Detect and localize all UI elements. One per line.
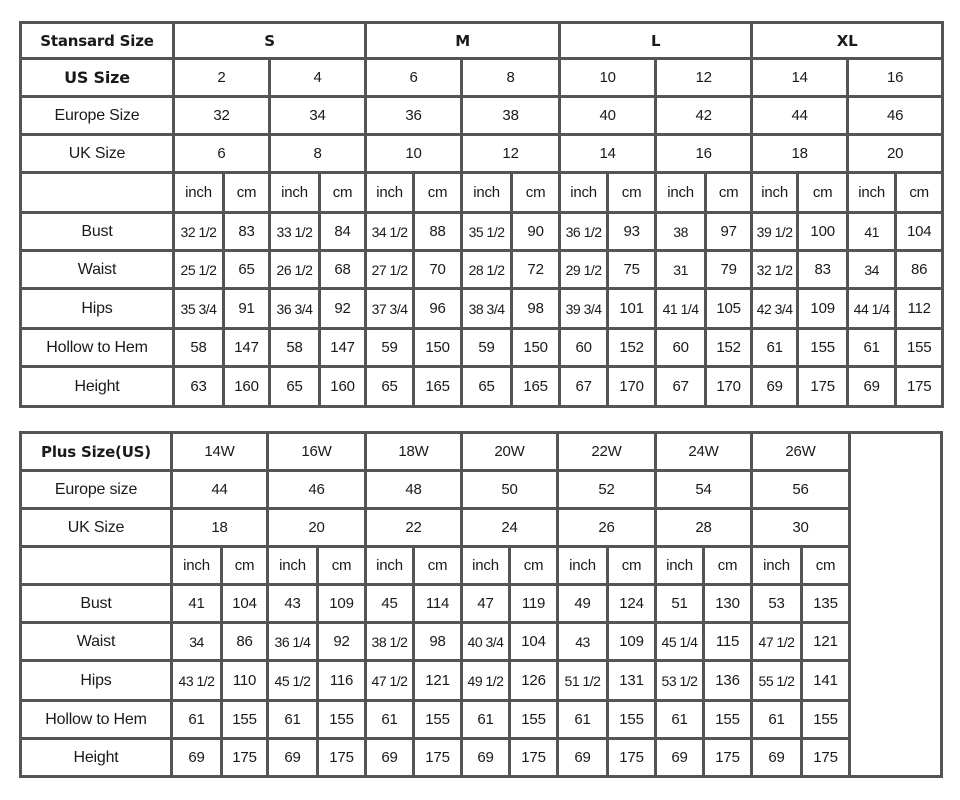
unit-cm: cm	[414, 547, 462, 585]
plus-us-size-cell: 20W	[462, 433, 558, 471]
value-cell: 49	[558, 585, 608, 623]
plus-europe-size-cell: 44	[172, 471, 268, 509]
uk-size-cell: 16	[656, 135, 752, 173]
value-cell: 141	[802, 661, 850, 701]
uk-size-cell: 8	[270, 135, 366, 173]
measurement-label: Hollow to Hem	[21, 701, 172, 739]
value-cell: 32 1/2	[752, 251, 798, 289]
value-cell: 69	[366, 739, 414, 777]
value-cell: 136	[704, 661, 752, 701]
value-cell: 59	[462, 329, 512, 367]
value-cell: 91	[224, 289, 270, 329]
value-cell: 35 3/4	[174, 289, 224, 329]
value-cell: 175	[798, 367, 848, 407]
value-cell: 100	[798, 213, 848, 251]
uk-size-cell: 18	[752, 135, 848, 173]
value-cell: 155	[802, 701, 850, 739]
value-cell: 109	[608, 623, 656, 661]
size-group-xl: XL	[752, 23, 943, 59]
uk-size-cell: 12	[462, 135, 560, 173]
value-cell: 59	[366, 329, 414, 367]
value-cell: 43	[558, 623, 608, 661]
value-cell: 42 3/4	[752, 289, 798, 329]
unit-cm: cm	[414, 173, 462, 213]
size-group-s: S	[174, 23, 366, 59]
value-cell: 60	[656, 329, 706, 367]
value-cell: 31	[656, 251, 706, 289]
value-cell: 61	[172, 701, 222, 739]
plus-europe-size-cell: 54	[656, 471, 752, 509]
unit-cm: cm	[320, 173, 366, 213]
uk-size-cell: 14	[560, 135, 656, 173]
unit-cm: cm	[802, 547, 850, 585]
value-cell: 175	[222, 739, 268, 777]
value-cell: 29 1/2	[560, 251, 608, 289]
value-cell: 150	[414, 329, 462, 367]
value-cell: 51 1/2	[558, 661, 608, 701]
value-cell: 61	[268, 701, 318, 739]
value-cell: 47	[462, 585, 510, 623]
unit-inch: inch	[462, 547, 510, 585]
value-cell: 155	[798, 329, 848, 367]
plus-uk-size-cell: 22	[366, 509, 462, 547]
value-cell: 61	[752, 329, 798, 367]
value-cell: 68	[320, 251, 366, 289]
uk-size-cell: 10	[366, 135, 462, 173]
value-cell: 147	[320, 329, 366, 367]
value-cell: 25 1/2	[174, 251, 224, 289]
plus-unit-row	[21, 547, 942, 585]
value-cell: 112	[896, 289, 943, 329]
value-cell: 41	[848, 213, 896, 251]
value-cell: 34 1/2	[366, 213, 414, 251]
unit-inch: inch	[174, 173, 224, 213]
unit-inch: inch	[560, 173, 608, 213]
us-size-cell: 2	[174, 59, 270, 97]
value-cell: 170	[706, 367, 752, 407]
europe-size-label: Europe Size	[21, 97, 174, 135]
measurement-label: Hollow to Hem	[21, 329, 174, 367]
value-cell: 43	[268, 585, 318, 623]
europe-size-cell: 32	[174, 97, 270, 135]
value-cell: 155	[510, 701, 558, 739]
value-cell: 69	[172, 739, 222, 777]
us-size-cell: 12	[656, 59, 752, 97]
value-cell: 72	[512, 251, 560, 289]
value-cell: 121	[802, 623, 850, 661]
value-cell: 152	[706, 329, 752, 367]
value-cell: 175	[414, 739, 462, 777]
value-cell: 98	[414, 623, 462, 661]
uk-size-row	[21, 135, 943, 173]
measurement-row-hollow-to-hem	[21, 329, 943, 367]
unit-cm: cm	[510, 547, 558, 585]
value-cell: 175	[704, 739, 752, 777]
measurement-row-height	[21, 367, 943, 407]
value-cell: 61	[848, 329, 896, 367]
unit-cm: cm	[224, 173, 270, 213]
value-cell: 44 1/4	[848, 289, 896, 329]
unit-inch: inch	[366, 173, 414, 213]
value-cell: 41 1/4	[656, 289, 706, 329]
unit-inch: inch	[462, 173, 512, 213]
plus-unit-row-blank	[21, 547, 172, 585]
value-cell: 155	[414, 701, 462, 739]
unit-row-blank	[21, 173, 174, 213]
value-cell: 150	[512, 329, 560, 367]
plus-us-size-cell: 14W	[172, 433, 268, 471]
plus-measurement-row-hollow-to-hem	[21, 701, 942, 739]
value-cell: 36 1/2	[560, 213, 608, 251]
value-cell: 155	[318, 701, 366, 739]
plus-uk-size-cell: 24	[462, 509, 558, 547]
value-cell: 38 1/2	[366, 623, 414, 661]
value-cell: 69	[656, 739, 704, 777]
value-cell: 40 3/4	[462, 623, 510, 661]
us-size-cell: 14	[752, 59, 848, 97]
measurement-row-waist	[21, 251, 943, 289]
value-cell: 160	[320, 367, 366, 407]
measurement-label: Bust	[21, 585, 172, 623]
measurement-label: Waist	[21, 623, 172, 661]
value-cell: 119	[510, 585, 558, 623]
value-cell: 101	[608, 289, 656, 329]
value-cell: 175	[608, 739, 656, 777]
size-group-m: M	[366, 23, 560, 59]
measurement-label: Bust	[21, 213, 174, 251]
us-size-cell: 4	[270, 59, 366, 97]
value-cell: 58	[270, 329, 320, 367]
value-cell: 45 1/4	[656, 623, 704, 661]
plus-uk-size-cell: 18	[172, 509, 268, 547]
europe-size-cell: 44	[752, 97, 848, 135]
value-cell: 45 1/2	[268, 661, 318, 701]
value-cell: 36 1/4	[268, 623, 318, 661]
plus-us-size-cell: 16W	[268, 433, 366, 471]
value-cell: 175	[510, 739, 558, 777]
value-cell: 69	[558, 739, 608, 777]
value-cell: 84	[320, 213, 366, 251]
europe-size-cell: 34	[270, 97, 366, 135]
value-cell: 69	[848, 367, 896, 407]
measurement-row-hips	[21, 289, 943, 329]
value-cell: 86	[222, 623, 268, 661]
value-cell: 110	[222, 661, 268, 701]
value-cell: 67	[560, 367, 608, 407]
value-cell: 155	[704, 701, 752, 739]
value-cell: 38	[656, 213, 706, 251]
value-cell: 86	[896, 251, 943, 289]
value-cell: 69	[752, 367, 798, 407]
size-group-l: L	[560, 23, 752, 59]
value-cell: 170	[608, 367, 656, 407]
europe-size-cell: 46	[848, 97, 943, 135]
value-cell: 83	[224, 213, 270, 251]
value-cell: 69	[462, 739, 510, 777]
value-cell: 45	[366, 585, 414, 623]
plus-uk-size-label: UK Size	[21, 509, 172, 547]
measurement-label: Hips	[21, 661, 172, 701]
unit-cm: cm	[704, 547, 752, 585]
value-cell: 55 1/2	[752, 661, 802, 701]
value-cell: 61	[656, 701, 704, 739]
uk-size-label: UK Size	[21, 135, 174, 173]
value-cell: 34	[172, 623, 222, 661]
unit-inch: inch	[656, 173, 706, 213]
value-cell: 47 1/2	[366, 661, 414, 701]
value-cell: 130	[704, 585, 752, 623]
unit-cm: cm	[608, 173, 656, 213]
measurement-row-bust	[21, 213, 943, 251]
uk-size-cell: 20	[848, 135, 943, 173]
plus-europe-size-cell: 56	[752, 471, 850, 509]
plus-us-size-cell: 26W	[752, 433, 850, 471]
value-cell: 34	[848, 251, 896, 289]
plus-europe-size-label: Europe size	[21, 471, 172, 509]
plus-europe-size-cell: 52	[558, 471, 656, 509]
plus-uk-size-cell: 28	[656, 509, 752, 547]
plus-us-size-cell: 18W	[366, 433, 462, 471]
plus-uk-size-cell: 20	[268, 509, 366, 547]
value-cell: 39 1/2	[752, 213, 798, 251]
value-cell: 27 1/2	[366, 251, 414, 289]
value-cell: 47 1/2	[752, 623, 802, 661]
value-cell: 160	[224, 367, 270, 407]
value-cell: 147	[224, 329, 270, 367]
plus-size-header: Plus Size(US)	[21, 433, 172, 471]
standard-size-header: Stansard Size	[21, 23, 174, 59]
plus-europe-size-cell: 50	[462, 471, 558, 509]
value-cell: 109	[798, 289, 848, 329]
unit-cm: cm	[318, 547, 366, 585]
plus-measurement-row-waist	[21, 623, 942, 661]
value-cell: 65	[366, 367, 414, 407]
value-cell: 69	[268, 739, 318, 777]
value-cell: 92	[320, 289, 366, 329]
unit-inch: inch	[752, 547, 802, 585]
unit-inch: inch	[172, 547, 222, 585]
value-cell: 28 1/2	[462, 251, 512, 289]
measurement-label: Height	[21, 739, 172, 777]
plus-measurement-row-bust	[21, 585, 942, 623]
value-cell: 70	[414, 251, 462, 289]
unit-row	[21, 173, 943, 213]
us-size-row	[21, 59, 943, 97]
value-cell: 121	[414, 661, 462, 701]
value-cell: 53 1/2	[656, 661, 704, 701]
value-cell: 175	[318, 739, 366, 777]
value-cell: 79	[706, 251, 752, 289]
value-cell: 58	[174, 329, 224, 367]
value-cell: 98	[512, 289, 560, 329]
unit-inch: inch	[558, 547, 608, 585]
value-cell: 83	[798, 251, 848, 289]
value-cell: 131	[608, 661, 656, 701]
value-cell: 116	[318, 661, 366, 701]
value-cell: 155	[896, 329, 943, 367]
unit-inch: inch	[848, 173, 896, 213]
unit-cm: cm	[512, 173, 560, 213]
unit-inch: inch	[366, 547, 414, 585]
value-cell: 96	[414, 289, 462, 329]
value-cell: 165	[512, 367, 560, 407]
plus-us-size-cell: 24W	[656, 433, 752, 471]
value-cell: 32 1/2	[174, 213, 224, 251]
value-cell: 39 3/4	[560, 289, 608, 329]
unit-cm: cm	[608, 547, 656, 585]
plus-size-table	[19, 431, 943, 778]
plus-measurement-row-height	[21, 739, 942, 777]
value-cell: 126	[510, 661, 558, 701]
value-cell: 93	[608, 213, 656, 251]
unit-inch: inch	[752, 173, 798, 213]
unit-cm: cm	[896, 173, 943, 213]
value-cell: 38 3/4	[462, 289, 512, 329]
plus-uk-size-cell: 30	[752, 509, 850, 547]
europe-size-cell: 42	[656, 97, 752, 135]
value-cell: 51	[656, 585, 704, 623]
unit-cm: cm	[798, 173, 848, 213]
value-cell: 155	[222, 701, 268, 739]
europe-size-cell: 36	[366, 97, 462, 135]
europe-size-row	[21, 97, 943, 135]
value-cell: 49 1/2	[462, 661, 510, 701]
value-cell: 61	[558, 701, 608, 739]
value-cell: 114	[414, 585, 462, 623]
value-cell: 61	[366, 701, 414, 739]
value-cell: 53	[752, 585, 802, 623]
plus-uk-size-row	[21, 509, 942, 547]
value-cell: 90	[512, 213, 560, 251]
plus-table-blank-area	[850, 433, 942, 777]
value-cell: 152	[608, 329, 656, 367]
value-cell: 35 1/2	[462, 213, 512, 251]
europe-size-cell: 40	[560, 97, 656, 135]
value-cell: 135	[802, 585, 850, 623]
value-cell: 67	[656, 367, 706, 407]
value-cell: 92	[318, 623, 366, 661]
value-cell: 104	[896, 213, 943, 251]
value-cell: 65	[270, 367, 320, 407]
value-cell: 33 1/2	[270, 213, 320, 251]
value-cell: 69	[752, 739, 802, 777]
value-cell: 175	[896, 367, 943, 407]
unit-inch: inch	[270, 173, 320, 213]
plus-uk-size-cell: 26	[558, 509, 656, 547]
value-cell: 109	[318, 585, 366, 623]
us-size-cell: 8	[462, 59, 560, 97]
value-cell: 104	[222, 585, 268, 623]
unit-cm: cm	[222, 547, 268, 585]
plus-europe-size-cell: 48	[366, 471, 462, 509]
measurement-label: Hips	[21, 289, 174, 329]
value-cell: 36 3/4	[270, 289, 320, 329]
standard-size-table	[19, 21, 944, 408]
value-cell: 165	[414, 367, 462, 407]
value-cell: 65	[462, 367, 512, 407]
measurement-label: Height	[21, 367, 174, 407]
value-cell: 65	[224, 251, 270, 289]
value-cell: 60	[560, 329, 608, 367]
unit-inch: inch	[268, 547, 318, 585]
value-cell: 43 1/2	[172, 661, 222, 701]
value-cell: 155	[608, 701, 656, 739]
plus-us-size-row	[21, 433, 942, 471]
value-cell: 88	[414, 213, 462, 251]
value-cell: 175	[802, 739, 850, 777]
europe-size-cell: 38	[462, 97, 560, 135]
us-size-cell: 10	[560, 59, 656, 97]
plus-europe-size-cell: 46	[268, 471, 366, 509]
uk-size-cell: 6	[174, 135, 270, 173]
value-cell: 97	[706, 213, 752, 251]
measurement-label: Waist	[21, 251, 174, 289]
us-size-cell: 16	[848, 59, 943, 97]
plus-europe-size-row	[21, 471, 942, 509]
value-cell: 37 3/4	[366, 289, 414, 329]
value-cell: 63	[174, 367, 224, 407]
value-cell: 61	[462, 701, 510, 739]
value-cell: 26 1/2	[270, 251, 320, 289]
value-cell: 115	[704, 623, 752, 661]
size-group-row	[21, 23, 943, 59]
unit-cm: cm	[706, 173, 752, 213]
value-cell: 124	[608, 585, 656, 623]
plus-us-size-cell: 22W	[558, 433, 656, 471]
value-cell: 105	[706, 289, 752, 329]
value-cell: 75	[608, 251, 656, 289]
value-cell: 104	[510, 623, 558, 661]
value-cell: 41	[172, 585, 222, 623]
us-size-label: US Size	[21, 59, 174, 97]
value-cell: 61	[752, 701, 802, 739]
unit-inch: inch	[656, 547, 704, 585]
plus-measurement-row-hips	[21, 661, 942, 701]
us-size-cell: 6	[366, 59, 462, 97]
